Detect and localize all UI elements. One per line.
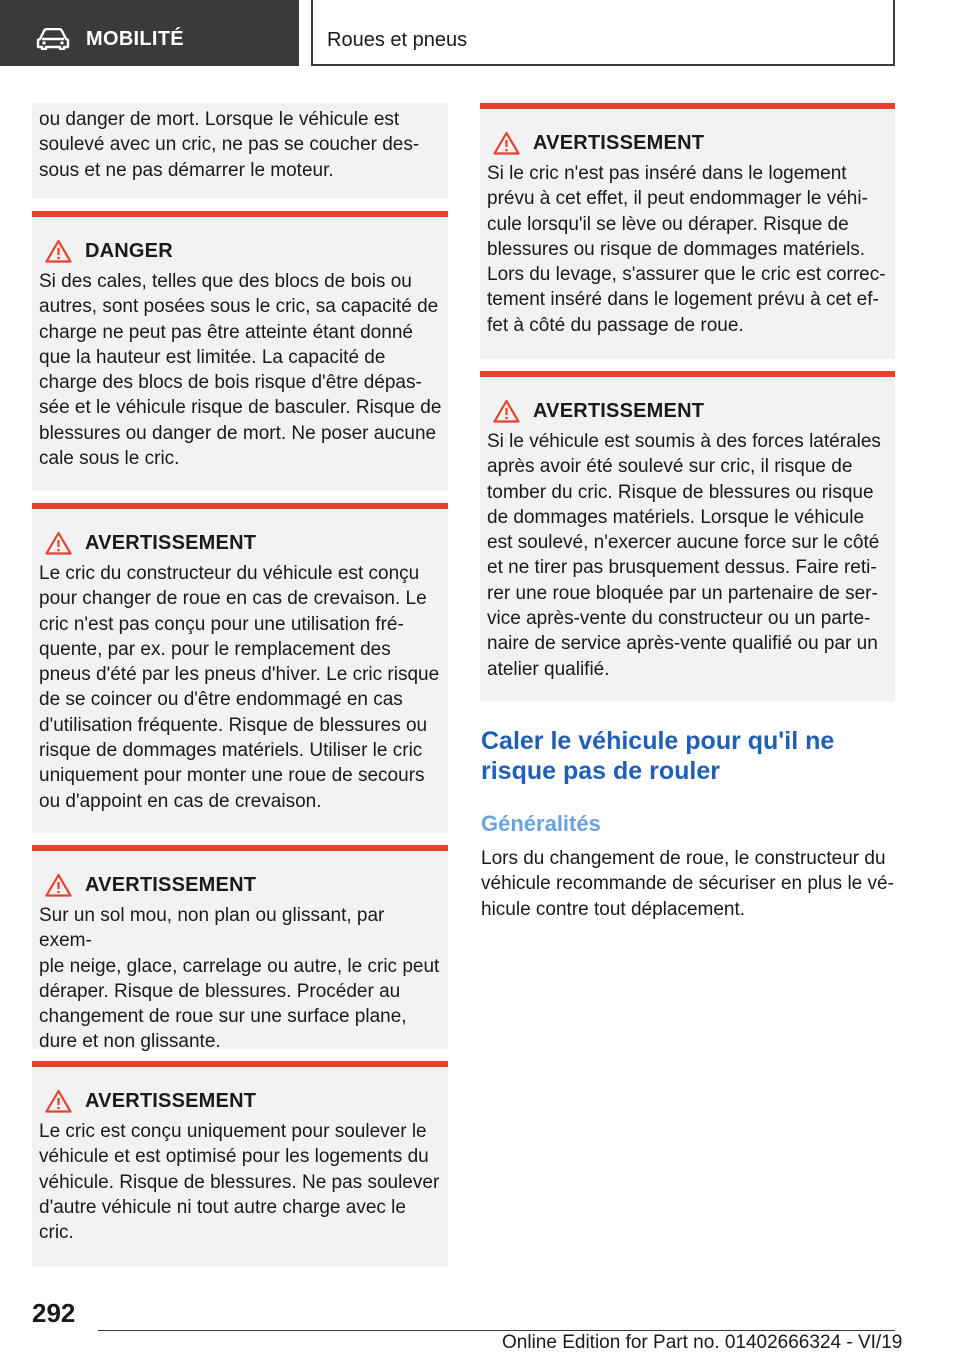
text-line: sée et le véhicule risque de basculer. Risque de	[39, 397, 442, 419]
warning-title: AVERTISSEMENT	[85, 1090, 257, 1112]
warning-title: AVERTISSEMENT	[533, 400, 705, 422]
text-line: cric n'est pas conçu pour une utilisation fré‐	[39, 613, 404, 635]
text-line: et ne tirer pas brusquement dessus. Faire reti‐	[487, 557, 877, 579]
section-title: Roues et pneus	[327, 29, 468, 51]
header-divider-right	[893, 0, 895, 66]
text-line: de dommages matériels. Lorsque le véhicule	[487, 506, 865, 528]
text-line: autres, sont posées sous le cric, sa capacité de	[39, 296, 439, 318]
text-line: quente, par ex. pour le remplacement des	[39, 638, 391, 660]
text-line: charge des blocs de bois risque d'être dépas‐	[39, 372, 422, 394]
heading-line: Caler le véhicule pour qu'il ne	[481, 727, 835, 755]
text-line: hicule contre tout déplacement.	[481, 898, 746, 920]
text-line: Le cric du constructeur du véhicule est conçu	[39, 563, 420, 584]
text-line: Si le cric n'est pas inséré dans le logement	[487, 163, 847, 184]
warning-triangle-icon	[45, 531, 72, 555]
text-line: atelier qualifié.	[487, 658, 610, 680]
text-line: tomber du cric. Risque de blessures ou risque	[487, 481, 874, 503]
danger-header	[39, 237, 442, 269]
text-line: Sur un sol mou, non plan ou glissant, par exem‐	[39, 905, 385, 952]
warning-text	[487, 429, 889, 682]
text-line: changement de roue sur une surface plane,	[39, 1006, 407, 1028]
warning-text	[39, 1119, 442, 1245]
warning-text	[39, 903, 442, 1055]
text-line: risque de dommages matériels. Utiliser le cric	[39, 740, 423, 762]
text-line: prévu à cet effet, il peut endommager le véhi‐	[487, 188, 868, 210]
text-line: ou d'appoint en cas de crevaison.	[39, 790, 322, 812]
text-line: pneus d'été par les pneus d'hiver. Le cric risque	[39, 664, 440, 686]
text-line: que la hauteur est limitée. La capacité de	[39, 346, 386, 368]
text-line: fet à côté du passage de roue.	[487, 314, 744, 336]
warning-header	[39, 529, 442, 561]
car-icon	[36, 28, 70, 50]
text-line: cric.	[39, 1222, 74, 1244]
text-line: cule lorsqu'il se lève ou déraper. Risque de	[487, 213, 849, 235]
chapter-tab	[0, 0, 299, 66]
warning-box	[480, 371, 895, 701]
warning-header	[39, 871, 442, 903]
warning-title: AVERTISSEMENT	[85, 532, 257, 554]
footer-edition: Online Edition for Part no. 01402666324 - VI/19	[502, 1332, 903, 1353]
text-line: vice après-vente du constructeur ou un parte‐	[487, 608, 871, 630]
chapter-title: MOBILITÉ	[86, 28, 184, 50]
intro-text	[39, 107, 442, 183]
text-line: déraper. Risque de blessures. Procéder au	[39, 980, 401, 1002]
heading-line: risque pas de rouler	[481, 757, 720, 785]
warning-text	[39, 561, 442, 814]
body-paragraph	[481, 846, 896, 922]
text-line: après avoir été soulevé sur cric, il risque de	[487, 456, 853, 478]
danger-title: DANGER	[85, 240, 173, 262]
text-line: Lors du changement de roue, le constructeur du	[481, 848, 886, 869]
page-number: 292	[32, 1298, 76, 1328]
danger-text	[39, 269, 442, 471]
warning-title: AVERTISSEMENT	[85, 874, 257, 896]
warning-box	[32, 1061, 448, 1267]
text-line: d'utilisation fréquente. Risque de blessures ou	[39, 714, 428, 736]
text-line: d'autre véhicule ni tout autre charge avec le	[39, 1196, 406, 1218]
warning-triangle-icon	[45, 1089, 72, 1113]
text-line: véhicule. Risque de blessures. Ne pas soulever	[39, 1171, 440, 1193]
warning-triangle-icon	[45, 873, 72, 897]
text-line: rer une roue bloquée par un partenaire de ser‐	[487, 582, 878, 604]
warning-text	[487, 161, 889, 338]
text-line: Lors du levage, s'assurer que le cric est correc‐	[487, 264, 886, 286]
text-line: véhicule recommande de sécuriser en plus le vé‐	[481, 873, 894, 895]
warning-title: AVERTISSEMENT	[533, 132, 705, 154]
header-underline	[311, 64, 895, 66]
text-line: véhicule et est optimisé pour les logements du	[39, 1146, 429, 1168]
warning-triangle-icon	[493, 131, 520, 155]
warning-box	[480, 103, 895, 359]
warning-box	[32, 503, 448, 833]
subsection-heading: Généralités	[481, 811, 601, 836]
text-line: charge ne peut pas être atteinte étant donné	[39, 321, 413, 343]
warning-header	[487, 129, 889, 161]
warning-header	[39, 1087, 442, 1119]
intro-box	[32, 103, 448, 198]
text-line: tement inséré dans le logement prévu à cet ef‐	[487, 289, 879, 311]
warning-triangle-icon	[493, 399, 520, 423]
warning-triangle-icon	[45, 239, 72, 263]
footer-divider	[98, 1330, 895, 1331]
header-divider	[311, 0, 313, 66]
text-line: Le cric est conçu uniquement pour soulever le	[39, 1121, 427, 1142]
text-line: blessures ou risque de dommages matériels.	[487, 238, 866, 260]
text-line: ou danger de mort. Lorsque le véhicule est	[39, 109, 400, 130]
warning-header	[487, 397, 889, 429]
text-line: ple neige, glace, carrelage ou autre, le cric peut	[39, 955, 440, 977]
text-line: naire de service après-vente qualifié ou par un	[487, 633, 878, 655]
text-line: blessures ou danger de mort. Ne poser aucune	[39, 422, 437, 444]
text-line: pour changer de roue en cas de crevaison. Le	[39, 588, 427, 610]
text-line: soulevé avec un cric, ne pas se coucher des‐	[39, 134, 420, 156]
text-line: dure et non glissante.	[39, 1031, 221, 1053]
text-line: Si le véhicule est soumis à des forces latérales	[487, 431, 881, 452]
text-line: uniquement pour monter une roue de secours	[39, 765, 425, 787]
section-heading	[481, 726, 891, 786]
text-line: de se coincer ou d'être endommagé en cas	[39, 689, 403, 711]
text-line: est soulevé, n'exercer aucune force sur le côté	[487, 532, 880, 554]
warning-box	[32, 845, 448, 1053]
text-line: cale sous le cric.	[39, 448, 180, 470]
text-line: Si des cales, telles que des blocs de bois ou	[39, 271, 412, 292]
text-line: sous et ne pas démarrer le moteur.	[39, 159, 334, 181]
danger-box	[32, 211, 448, 491]
